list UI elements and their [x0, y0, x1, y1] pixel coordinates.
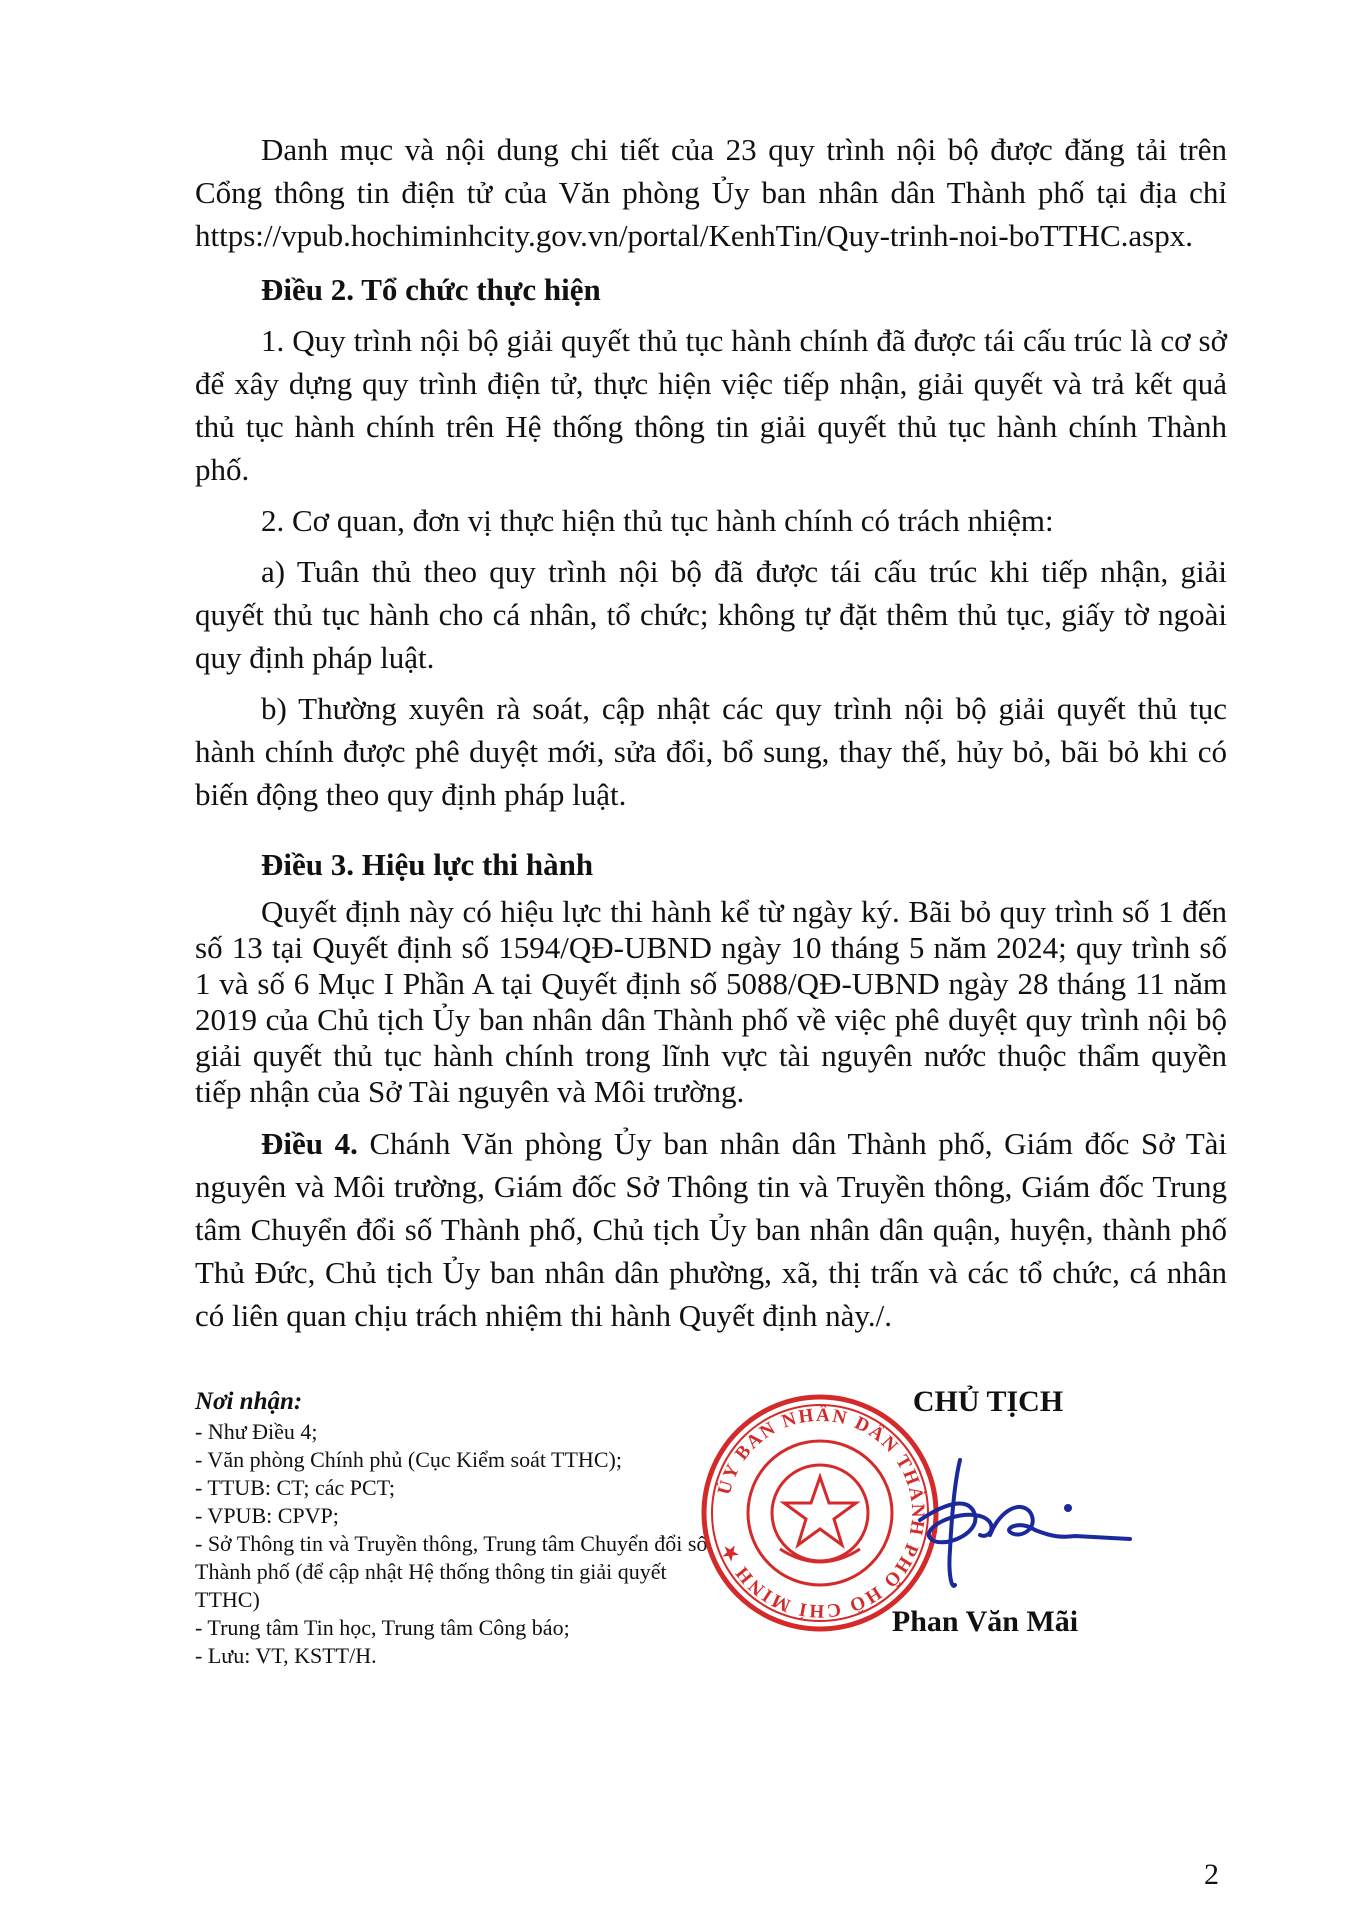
signer-title: CHỦ TỊCH — [912, 1385, 1064, 1418]
article-3 — [195, 843, 1227, 1118]
article-3-heading: Điều 3. Hiệu lực thi hành — [261, 847, 594, 882]
recipients-title: Nơi nhận: — [195, 1388, 303, 1415]
svg-text:ỦY BAN NHÂN DÂN THÀNH PHỐ HỒ C: ỦY BAN NHÂN DÂN THÀNH PHỐ HỒ CHÍ MINH ★ — [713, 1404, 929, 1622]
article-2-item-1: 1. Quy trình nội bộ giải quyết thủ tục hành chính đã được tái cấu trúc là cơ sở để xây dựng quy trình điện tử, thực hiện việc tiếp nhận, giải quyết và trả kết quả thủ tục hành chính trên Hệ thống thông tin giải quyết thủ tục hành chính Thành phố. — [195, 323, 1227, 487]
signer-name: Phan Văn Mãi — [891, 1605, 1079, 1638]
recipient-item: - VPUB: CPVP; — [195, 1503, 339, 1528]
recipient-item: - Sở Thông tin và Truyền thông, Trung tâm Chuyển đổi số Thành phố (để cập nhật Hệ thống thông tin giải quyết TTHC) — [195, 1531, 708, 1612]
article-4-text: Chánh Văn phòng Ủy ban nhân dân Thành phố, Giám đốc Sở Tài nguyên và Môi trường, Giám đốc Sở Thông tin và Truyền thông, Giám đốc Trung tâm Chuyển đổi số Thành phố, Chủ tịch Ủy ban nhân dân quận, huyện, thành phố Thủ Đức, Chủ tịch Ủy ban nhân dân phường, xã, thị trấn và các tổ chức, cá nhân có liên quan chịu trách nhiệm thi hành Quyết định này./. — [195, 1126, 1227, 1333]
article-2 — [195, 268, 1227, 824]
recipient-item: - Trung tâm Tin học, Trung tâm Công báo; — [195, 1615, 570, 1640]
article-2-heading: Điều 2. Tổ chức thực hiện — [261, 272, 601, 307]
recipient-item: - TTUB: CT; các PCT; — [195, 1475, 396, 1500]
article-2-item-b: b) Thường xuyên rà soát, cập nhật các quy trình nội bộ giải quyết thủ tục hành chính được phê duyệt mới, sửa đổi, bổ sung, thay thế, hủy bỏ, bãi bỏ khi có biến động theo quy định pháp luật. — [195, 691, 1227, 812]
article-1-tail — [195, 128, 1227, 265]
article-4-label: Điều 4. — [261, 1126, 358, 1161]
article-4 — [195, 1122, 1227, 1345]
recipient-item: - Như Điều 4; — [195, 1419, 318, 1444]
recipient-item: - Lưu: VT, KSTT/H. — [195, 1643, 377, 1668]
recipient-item: - Văn phòng Chính phủ (Cục Kiểm soát TTHC); — [195, 1447, 622, 1472]
intro-paragraph: Danh mục và nội dung chi tiết của 23 quy trình nội bộ được đăng tải trên Cổng thông tin điện tử của Văn phòng Ủy ban nhân dân Thành phố tại địa chỉ https://vpub.hochiminhcity.gov.vn/portal/KenhTin/Quy-trinh-noi-boTTHC.aspx. — [195, 132, 1227, 253]
handwritten-signature — [860, 1440, 1160, 1600]
article-2-item-2: 2. Cơ quan, đơn vị thực hiện thủ tục hành chính có trách nhiệm: — [261, 503, 1054, 538]
article-3-paragraph: Quyết định này có hiệu lực thi hành kể từ ngày ký. Bãi bỏ quy trình số 1 đến số 13 tại Quyết định số 1594/QĐ-UBND ngày 10 tháng 5 năm 2024; quy trình số 1 và số 6 Mục I Phần A tại Quyết định số 5088/QĐ-UBND ngày 28 tháng 11 năm 2019 của Chủ tịch Ủy ban nhân dân Thành phố về việc phê duyệt quy trình nội bộ giải quyết thủ tục hành chính trong lĩnh vực tài nguyên nước thuộc thẩm quyền tiếp nhận của Sở Tài nguyên và Môi trường. — [195, 894, 1227, 1109]
article-4-paragraph — [195, 1122, 1227, 1337]
page-number: 2 — [1204, 1858, 1219, 1891]
recipients-block — [195, 1388, 715, 1670]
article-2-item-a: a) Tuân thủ theo quy trình nội bộ đã được tái cấu trúc khi tiếp nhận, giải quyết thủ tục hành cho cá nhân, tổ chức; không tự đặt thêm thủ tục, giấy tờ ngoài quy định pháp luật. — [195, 554, 1227, 675]
